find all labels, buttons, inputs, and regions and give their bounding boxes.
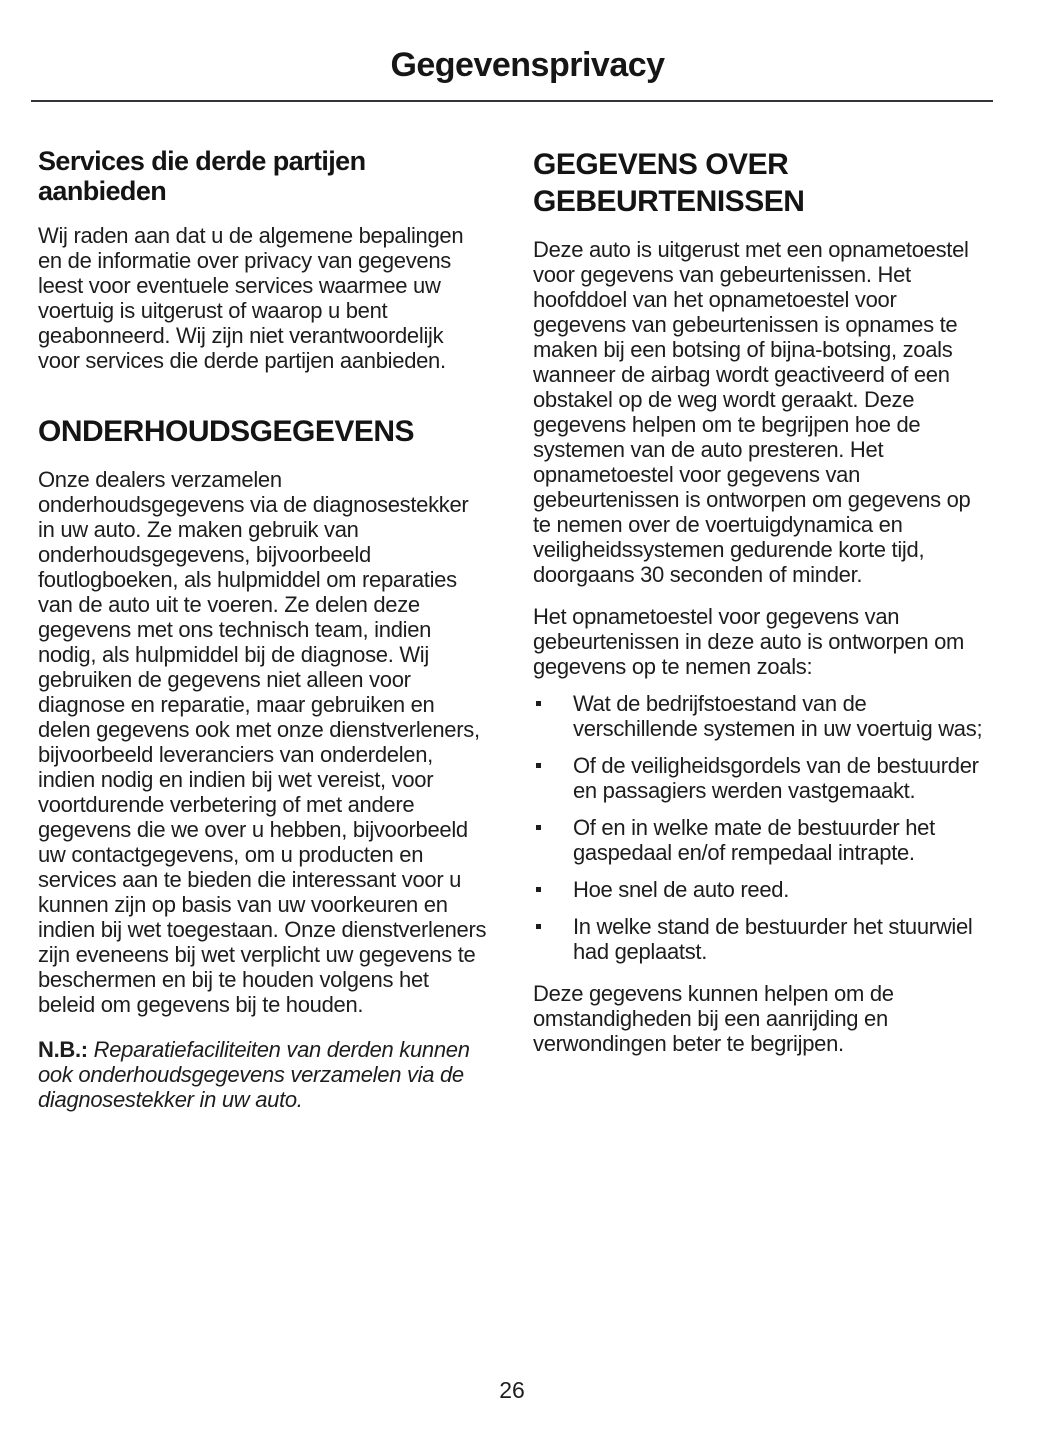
events-bullet-list <box>533 691 990 964</box>
content-columns <box>0 102 1055 1112</box>
note-text: Reparatiefaciliteiten van derden kunnen ook onderhoudsgegevens verzamelen via de diagnosestekker in uw auto. <box>38 1037 470 1112</box>
bullet-item: Hoe snel de auto reed. <box>533 877 990 902</box>
maintenance-heading: ONDERHOUDSGEGEVENS <box>38 415 415 448</box>
events-heading: GEGEVENS OVER GEBEURTENISSEN <box>533 148 805 218</box>
events-paragraph-1: Deze auto is uitgerust met een opnametoestel voor gegevens van gebeurtenissen. Het hoofddoel van het opnametoestel voor gegevens van gebeurtenissen is opnames te maken bij een botsing of bijna-botsing, zoals wanneer de airbag wordt geactiveerd of een obstakel op de weg wordt geraakt. Deze gegevens helpen om te begrijpen hoe de systemen van de auto presteren. Het opnametoestel voor gegevens van gebeurtenissen is ontworpen om gegevens op te nemen over de voertuigdynamica en veiligheidssystemen gedurende korte tijd, doorgaans 30 seconden of minder. <box>533 237 971 587</box>
events-paragraph-3: Deze gegevens kunnen helpen om de omstandigheden bij een aanrijding en verwondingen beter te begrijpen. <box>533 981 894 1056</box>
services-heading: Services die derde partijen aanbieden <box>38 146 366 206</box>
bullet-item: Of de veiligheidsgordels van de bestuurder en passagiers werden vastgemaakt. <box>533 753 990 803</box>
bullet-item: Wat de bedrijfstoestand van de verschillende systemen in uw voertuig was; <box>533 691 990 741</box>
bullet-item: Of en in welke mate de bestuurder het gaspedaal en/of rempedaal intrapte. <box>533 815 990 865</box>
left-column <box>38 146 490 1112</box>
bullet-item: In welke stand de bestuurder het stuurwiel had geplaatst. <box>533 914 990 964</box>
maintenance-paragraph: Onze dealers verzamelen onderhoudsgegevens via de diagnosestekker in uw auto. Ze maken gebruik van onderhoudsgegevens, bijvoorbeeld foutlogboeken, als hulpmiddel om reparaties van de auto uit te voeren. Ze delen deze gegevens met ons technisch team, indien nodig, als hulpmiddel bij de diagnose. Wij gebruiken de gegevens niet alleen voor diagnose en reparatie, maar gebruiken en delen gegevens ook met onze dienstverleners, bijvoorbeeld leveranciers van onderdelen, indien nodig en indien bij wet vereist, voor voortdurende verbetering of met andere gegevens die we over u hebben, bijvoorbeeld uw contactgegevens, om u producten en services aan te bieden die interessant voor u kunnen zijn op basis van uw voorkeuren en indien bij wet toegestaan. Onze dienstverleners zijn eveneens bij wet verplicht uw gegevens te beschermen en bij te houden volgens het beleid om gegevens bij te houden. <box>38 467 487 1017</box>
page-number: 26 <box>499 1377 525 1403</box>
right-column <box>533 146 990 1112</box>
page-title: Gegevensprivacy <box>390 46 665 84</box>
note-label: N.B.: <box>38 1037 88 1062</box>
services-paragraph: Wij raden aan dat u de algemene bepalingen en de informatie over privacy van gegevens leest voor eventuele services waarmee uw voertuig is uitgerust of waarop u bent geabonneerd. Wij zijn niet verantwoordelijk voor services die derde partijen aanbieden. <box>38 223 464 373</box>
note-paragraph <box>38 1037 490 1112</box>
events-paragraph-2: Het opnametoestel voor gegevens van gebeurtenissen in deze auto is ontworpen om gegevens op te nemen zoals: <box>533 604 965 679</box>
